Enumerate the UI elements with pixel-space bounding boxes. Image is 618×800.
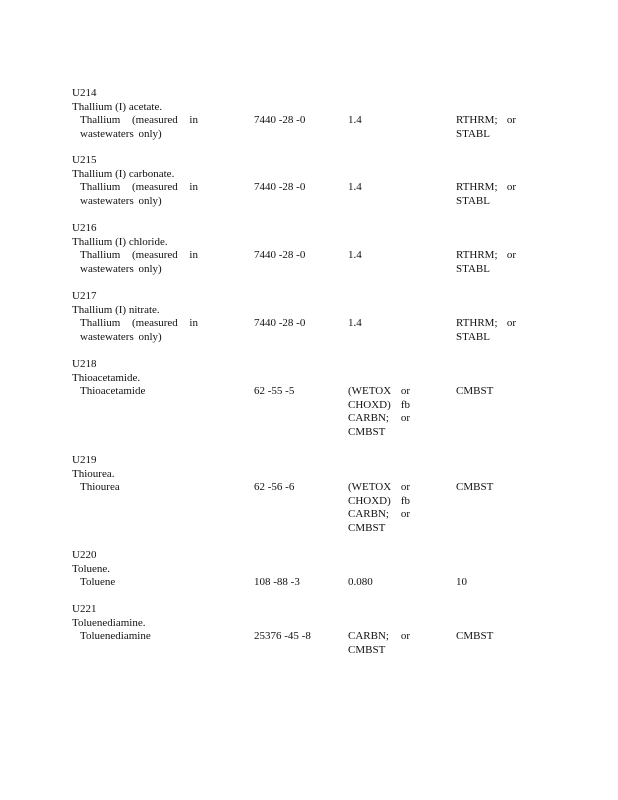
wastewater-standard: 1.4: [348, 249, 362, 261]
chemical-name: Thallium (I) carbonate.: [72, 167, 175, 180]
constituent-name: Toluene: [80, 576, 116, 588]
chemical-name: Thiourea.: [72, 467, 115, 480]
cas-number: 62 -56 -6: [254, 481, 295, 493]
constituent-name: Toluenediamine: [80, 630, 151, 642]
nonwastewater-standard: RTHRM; or STABL: [456, 249, 516, 275]
waste-entry-u214: [72, 87, 552, 140]
waste-entry-u220: [72, 549, 552, 588]
cas-number: 7440 -28 -0: [254, 317, 306, 329]
cas-number: 25376 -45 -8: [254, 630, 311, 642]
nonwastewater-standard: CMBST: [456, 385, 494, 397]
nonwastewater-standard: 10: [456, 576, 467, 588]
constituent-name: Thallium (measured in wastewaters only): [80, 114, 198, 140]
wastewater-standard: 0.080: [348, 576, 373, 588]
waste-entry-u217: [72, 290, 552, 343]
chemical-name: Thioacetamide.: [72, 371, 141, 384]
constituent-name: Thallium (measured in wastewaters only): [80, 249, 198, 275]
cas-number: 62 -55 -5: [254, 385, 295, 397]
waste-entry-u218: [72, 358, 552, 438]
wastewater-standard: (WETOX or CHOXD) fb CARBN; or CMBST: [348, 385, 410, 438]
nonwastewater-standard: RTHRM; or STABL: [456, 317, 516, 343]
chemical-name: Thallium (I) nitrate.: [72, 303, 160, 316]
chemical-name: Toluene.: [72, 562, 111, 575]
waste-code: U221: [72, 603, 97, 615]
waste-code: U220: [72, 549, 97, 561]
waste-entry-u216: [72, 222, 552, 275]
waste-code: U217: [72, 290, 97, 302]
waste-entry-u219: [72, 454, 552, 534]
nonwastewater-standard: CMBST: [456, 630, 494, 642]
wastewater-standard: 1.4: [348, 317, 362, 329]
chemical-name: Thallium (I) chloride.: [72, 235, 168, 248]
nonwastewater-standard: CMBST: [456, 481, 494, 493]
waste-code: U216: [72, 222, 97, 234]
cas-number: 108 -88 -3: [254, 576, 300, 588]
constituent-name: Thallium (measured in wastewaters only): [80, 181, 198, 207]
cas-number: 7440 -28 -0: [254, 181, 306, 193]
wastewater-standard: CARBN; or CMBST: [348, 630, 410, 656]
waste-code: U215: [72, 154, 97, 166]
waste-code: U214: [72, 87, 97, 99]
nonwastewater-standard: RTHRM; or STABL: [456, 114, 516, 140]
waste-code: U218: [72, 358, 97, 370]
cas-number: 7440 -28 -0: [254, 114, 306, 126]
waste-entry-u215: [72, 154, 552, 207]
chemical-name: Thallium (I) acetate.: [72, 100, 163, 113]
constituent-name: Thioacetamide: [80, 385, 146, 397]
waste-entry-u221: [72, 603, 552, 656]
wastewater-standard: 1.4: [348, 114, 362, 126]
constituent-name: Thiourea: [80, 481, 120, 493]
chemical-name: Toluenediamine.: [72, 616, 146, 629]
constituent-name: Thallium (measured in wastewaters only): [80, 317, 198, 343]
cas-number: 7440 -28 -0: [254, 249, 306, 261]
waste-code: U219: [72, 454, 97, 466]
wastewater-standard: (WETOX or CHOXD) fb CARBN; or CMBST: [348, 481, 410, 534]
nonwastewater-standard: RTHRM; or STABL: [456, 181, 516, 207]
wastewater-standard: 1.4: [348, 181, 362, 193]
